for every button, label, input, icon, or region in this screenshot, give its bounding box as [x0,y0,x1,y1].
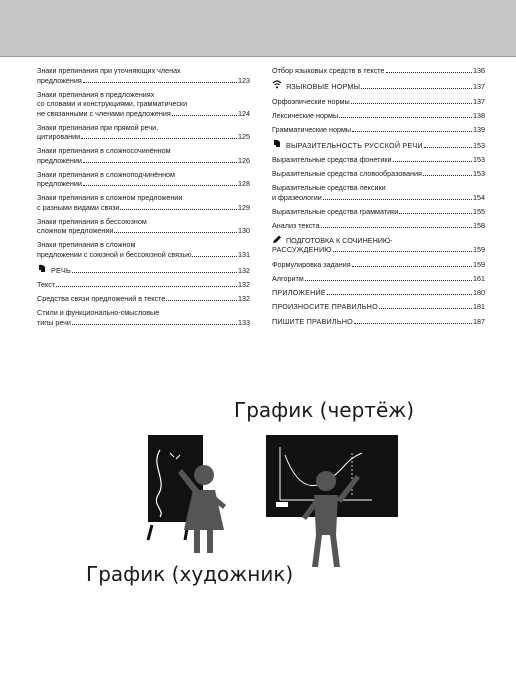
toc-entry-final-line [37,203,250,213]
toc-leader-dots [323,199,472,200]
toc-entry-final-line [37,179,250,189]
toc-page-number: 159 [473,259,485,269]
toc-leader-dots [72,324,237,325]
toc-leader-dots [386,72,472,73]
toc-leader-dots [361,88,472,89]
toc-section-heading [272,288,485,298]
toc-entry-title: типы речи [37,317,71,327]
toc-entry-final-line [272,97,485,107]
toc-page-number: 124 [238,108,250,118]
toc-leader-dots [424,147,472,148]
toc-page-number: 126 [238,155,250,165]
toc-leader-dots [321,227,473,228]
toc-entry-title: Средства связи предложений в тексте [37,294,166,303]
toc-entry-title: Алгоритм [272,273,304,283]
toc-entry-title: и фразеологии [272,192,322,202]
toc-page-number: 128 [238,179,250,188]
toc-entry [37,123,250,142]
toc-page-number: 137 [473,82,485,91]
chart-label-box [276,502,288,507]
toc-entry-title: предложения [37,75,82,85]
toc-entry-final-line [272,302,485,312]
toc-entry-final-line [272,245,485,255]
toc-entry-title: ПРИЛОЖЕНИЕ [272,287,326,297]
toc-entry [272,111,485,121]
toc-page-number: 138 [473,110,485,120]
toc-page-number: 153 [473,169,485,178]
toc-entry-title: предложении [37,155,82,165]
toc-entry-final-line [272,111,485,121]
toc-page-number: 133 [238,317,250,327]
illustration [0,395,516,635]
toc-entry-final-line [37,156,250,166]
toc-page-number: 137 [473,96,485,106]
toc-entry-title: с разными видами связи [37,202,120,212]
toc-entry [272,221,485,231]
toc-page-number: 129 [238,202,250,212]
toc-leader-dots [120,209,237,210]
toc-entry-title: Орфоэпические нормы [272,96,350,106]
toc-section-heading [272,235,485,255]
toc-entry-final-line [37,250,250,260]
toc-entry-title: ПИШИТЕ ПРАВИЛЬНО [272,316,353,326]
toc-page-number: 187 [473,316,485,326]
toc-entry-line: Знаки препинания при прямой речи, [37,122,159,132]
toc-entry [37,193,250,212]
toc-entry-line: Выразительные средства лексики [272,183,386,192]
toc-leader-dots [379,308,472,309]
toc-entry-title: Выразительные средства словообразования [272,169,422,178]
toc-entry-final-line [272,125,485,135]
toc-entry-title: ПРОИЗНОСИТЕ ПРАВИЛЬНО [272,302,378,311]
caption-chart-drawing: График (чертёж) [234,398,415,422]
toc-page-number: 130 [238,226,250,235]
toc-entry-line: Знаки препинания в сложносочинённом [37,146,171,155]
toc-leader-dots [83,162,237,163]
toc-page-number: 180 [473,287,485,297]
toc-entry [272,207,485,217]
toc-entry-final-line [272,317,485,327]
toc-entry-final-line [37,226,250,236]
toc-page-number: 132 [238,294,250,303]
toc-entry [37,66,250,85]
toc-entry [37,90,250,119]
toc-entry-title: ВЫРАЗИТЕЛЬНОСТЬ РУССКОЙ РЕЧИ [286,140,423,150]
toc-entry [37,280,250,290]
toc-entry-title: Отбор языковых средств в тексте [272,66,385,75]
toc-leader-dots [305,280,472,281]
toc-entry-final-line [37,318,250,328]
toc-entry-line: Стили и функционально-смысловые [37,308,160,317]
toc-page-number: 139 [473,124,485,134]
toc-entry-final-line [272,155,485,165]
toc-leader-dots [56,286,237,287]
toc-page-number: 155 [473,206,485,216]
toc-left-column [37,66,250,332]
toc-entry-final-line [37,109,250,119]
toc-entry-title: Выразительные средства грамматики [272,206,399,216]
toc-entry-final-line [272,80,485,92]
toc-page-number: 153 [473,140,485,150]
signal-waves-icon [272,80,282,89]
toc-entry [37,294,250,304]
toc-entry-title: цитировании [37,132,81,141]
toc-entry-final-line [272,260,485,270]
toc-entry-final-line [37,280,250,290]
toc-page-number: 123 [238,75,250,85]
toc-page-number: 159 [473,245,485,254]
toc-entry-title: ЯЗЫКОВЫЕ НОРМЫ [286,82,361,91]
toc-leader-dots [327,294,472,295]
toc-entry [272,260,485,270]
toc-entry-final-line [37,294,250,304]
toc-leader-dots [81,138,237,139]
toc-leader-dots [172,115,237,116]
toc-entry [37,170,250,189]
toc-leader-dots [83,185,237,186]
toc-entry-final-line [272,274,485,284]
toc-entry-title: Выразительные средства фонетики [272,155,392,164]
toc-entry [272,125,485,135]
toc-entry-final-line [272,207,485,217]
toc-entry-line: со словами и конструкциями, грамматически [37,99,188,108]
toc-leader-dots [166,300,237,301]
toc-entry [37,240,250,259]
toc-entry-final-line [272,288,485,298]
toc-page-number: 154 [473,192,485,202]
toc-page-number: 131 [238,249,250,259]
toc-entry-final-line [272,193,485,203]
toc-entry-title: предложении [37,179,82,188]
toc-entry [272,183,485,202]
toc-entry-final-line [37,76,250,86]
toc-entry-line: Знаки препинания в сложном [37,240,136,249]
toc-entry-final-line [272,139,485,151]
toc-page-number: 158 [473,220,485,230]
toc-leader-dots [333,251,472,252]
toc-entry-title: Грамматические нормы [272,124,352,134]
toc-leader-dots [72,272,237,273]
toc-leader-dots [354,323,472,324]
toc-section-heading [37,264,250,276]
toc-leader-dots [352,131,472,132]
toc-entry [272,97,485,107]
toc-entry [272,155,485,165]
toc-entry [272,274,485,284]
toc-entry-title: предложении с союзной и бессоюзной связью [37,249,192,259]
toc-page-number: 136 [473,66,485,75]
toc-entry [37,146,250,165]
toc-entry-title: Лексические нормы [272,110,339,120]
toc-entry-line: Знаки препинания в сложноподчинённом [37,169,176,179]
toc-entry [272,66,485,76]
toc-leader-dots [192,256,237,257]
toc-entry-line: Знаки препинания в предложениях [37,89,155,99]
caption-chart-artist: График (художник) [86,562,294,586]
toc-leader-dots [393,161,472,162]
toc-leader-dots [399,213,472,214]
toc-leader-dots [114,232,237,233]
toc-entry-title: Анализ текста [272,220,320,230]
speech-head-icon [272,139,282,148]
toc-entry-title: Текст [37,280,56,289]
speech-head-icon [37,264,47,273]
toc-section-heading [272,139,485,151]
toc-entry-final-line [37,264,250,276]
toc-leader-dots [423,175,472,176]
toc-entry-final-line [272,221,485,231]
pencil-icon [272,235,282,244]
toc-entry [37,308,250,327]
toc-entry-line: ПОДГОТОВКА К СОЧИНЕНИЮ- [272,235,485,246]
toc-entry-final-line [37,132,250,142]
toc-entry-title: РАССУЖДЕНИЮ [272,245,332,254]
toc-entry-line: Знаки препинания при уточняющих членах [37,66,181,75]
toc-section-heading [272,317,485,327]
header-band [0,0,516,57]
toc-entry-title: сложном предложении [37,226,114,235]
chart-board-scene [266,435,398,567]
toc-page-number: 132 [238,265,250,275]
toc-section-heading [272,302,485,312]
toc-page-number: 181 [473,302,485,311]
toc-entry-title: РЕЧЬ [51,265,71,275]
toc-entry [272,169,485,179]
toc-entry-title: не связанными с членами предложения [37,108,171,118]
toc-page-number: 132 [238,280,250,289]
toc-entry-final-line [272,66,485,76]
artist-board-leg [148,525,152,540]
toc-entry-line: Знаки препинания в бессоюзном [37,216,147,226]
toc-entry-title: Формулировка задания [272,259,351,269]
toc-leader-dots [83,82,237,83]
toc-section-heading [272,80,485,92]
toc-page-number: 153 [473,155,485,164]
toc-entry-final-line [272,169,485,179]
toc-leader-dots [351,103,472,104]
toc-page-number: 161 [473,273,485,283]
toc-entry [37,217,250,236]
toc-right-column [272,66,485,331]
toc-entry-line: Знаки препинания в сложном предложении [37,193,183,202]
artist-board-scene [148,435,226,553]
toc-page-number: 125 [238,132,250,141]
toc-leader-dots [352,266,472,267]
toc-leader-dots [339,117,472,118]
